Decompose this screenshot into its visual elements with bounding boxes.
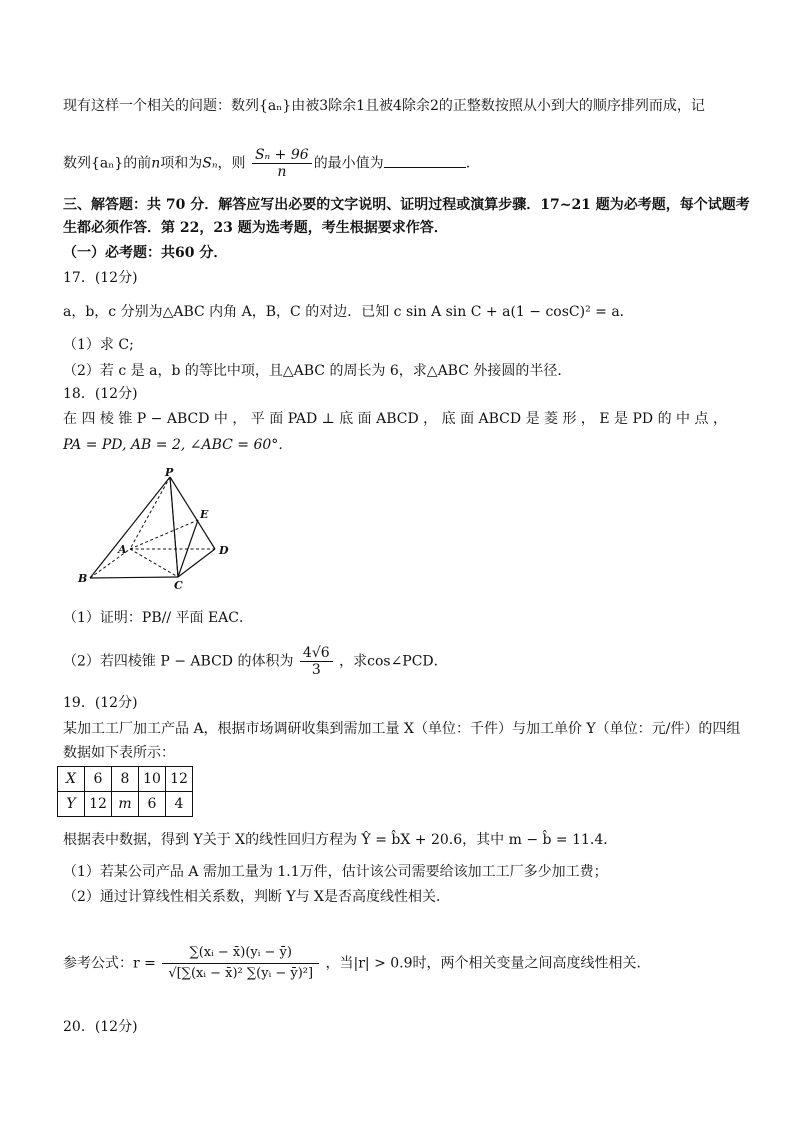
pyramid-figure [73,465,248,590]
section3-line-2: 生都必须作答．第 22，23 题为选考题，考生根据要求作答． [63,220,448,236]
table-cell: 10 [139,767,166,792]
formula-fraction [162,943,319,984]
q17-header: 17．(12分) [63,270,138,286]
intro-line-2-post: 的最小值为 [313,155,384,172]
volume-fraction [300,645,333,678]
table-cell: 12 [166,767,193,792]
intro-line-2-then: ，则 [217,155,246,172]
intro-fraction-num: Sₙ + 96 [252,147,312,164]
table-row [58,767,193,792]
label-A: A [118,543,127,556]
edge-AC [130,549,178,577]
label-E: E [200,508,209,521]
volume-num: 4√6 [300,645,333,662]
intro-line-2-end: . [465,155,471,172]
q19-part-1: （1）若某公司产品 A 需加工量为 1.1万件，估计该公司需要给该加工工厂多少加工费； [63,864,608,880]
q19-part-2: （2）通过计算线性相关系数，判断 Y与 X是否高度线性相关． [63,889,451,905]
q20-header: 20．(12分) [63,1019,138,1035]
formula-tail: ，当|r| > 0.9时，两个相关变量之间高度线性相关． [325,955,651,972]
intro-line-2-mid: 项和为 [160,155,203,172]
edge-AE [130,520,198,549]
q19-header: 19．(12分) [63,695,138,711]
q17-part-2: （2）若 c 是 a，b 的等比中项，且△ABC 的周长为 6，求△ABC 外接圆的半径． [63,363,572,379]
label-P: P [165,466,174,479]
q17-part-1: （1）求 C; [63,337,134,353]
intro-line-2 [63,147,470,180]
formula-label: 参考公式：r = [63,955,156,972]
edge-CD [178,549,215,577]
intro-fraction-den: n [277,164,287,180]
answer-blank[interactable] [384,153,466,168]
section3-sub: （一）必考题：共60 分． [63,245,228,261]
q18-stem-2: PA = PD, AB = 2, ∠ABC = 60°． [63,437,293,453]
intro-n: n [151,155,161,172]
q19-regression: 根据表中数据，得到 Y关于 X的线性回归方程为 Ŷ = b̂X + 20.6，其中 m − b̂ = 11.4． [63,832,618,848]
table-cell: 6 [139,792,166,817]
label-C: C [174,579,183,590]
data-table [57,766,193,817]
edge-PO [170,477,178,577]
q19-formula [63,943,651,984]
intro-fraction [252,147,312,180]
volume-den: 3 [311,662,321,678]
q17-stem: a，b，c 分别为△ABC 内角 A，B，C 的对边．已知 c sin A sin C + a(1 − cosC)² = a． [63,304,634,320]
table-cell: 12 [85,792,112,817]
edge-PB [90,477,170,578]
table-cell: X [58,767,85,792]
label-D: D [219,544,229,557]
table-cell: m [112,792,139,817]
intro-S: Sₙ [202,155,218,172]
q18-stem-1: 在 四 棱 锥 P − ABCD 中 ， 平 面 PAD ⊥ 底 面 ABCD ， 底 面 ABCD 是 菱 形 ， E 是 PD 的 中 点 ， [63,411,727,427]
table-cell: 8 [112,767,139,792]
q19-stem-2: 数据如下表所示： [63,745,175,761]
section3-line-1: 三、解答题：共 70 分．解答应写出必要的文字说明、证明过程或演算步骤．17~21 题为必考题，每个试题考 [63,197,750,213]
q18-part-2-post: ，求cos∠PCD． [339,653,448,670]
intro-line-2-pre: 数列{aₙ}的前 [63,155,152,172]
table-cell: Y [58,792,85,817]
q18-header: 18．(12分) [63,386,138,402]
table-row [58,792,193,817]
table-cell: 6 [85,767,112,792]
edge-BC [90,577,178,578]
label-B: B [78,572,88,585]
q18-part-2 [63,645,448,678]
q19-stem-1: 某加工工厂加工产品 A，根据市场调研收集到需加工量 X（单位：千件）与加工单价 Y（单位：元/件）的四组 [63,721,741,737]
q18-part-2-pre: （2）若四棱锥 P − ABCD 的体积为 [63,653,294,670]
table-cell: 4 [166,792,193,817]
formula-den: √[∑(xᵢ − x̄)² ∑(yᵢ − ȳ)²] [168,966,314,981]
q18-part-1: （1）证明：PB// 平面 EAC． [63,610,253,626]
intro-line-1: 现有这样一个相关的问题：数列{aₙ}由被3除余1且被4除余2的正整数按照从小到大的顺序排列而成，记 [63,98,705,114]
edge-PA [130,477,170,549]
formula-num: ∑(xᵢ − x̄)(yᵢ − ȳ) [162,943,319,964]
